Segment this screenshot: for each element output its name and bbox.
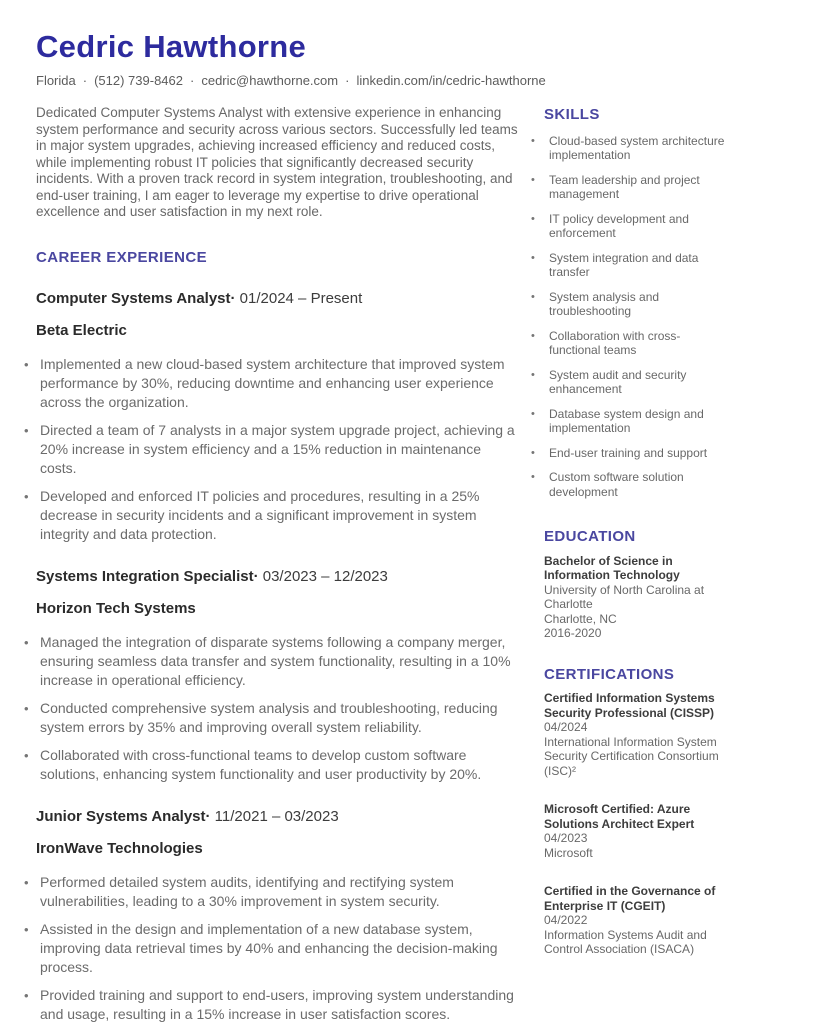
job-bullet: • Implemented a new cloud-based system architecture that improved system performance by 30%, reducing downtime and enhancing user experience across the organization. — [36, 355, 521, 412]
job-dates: 01/2024 – Present — [239, 290, 363, 308]
job-entry — [36, 290, 521, 544]
resume-columns — [36, 105, 728, 1024]
job-bullet: • Performed detailed system audits, identifying and rectifying system vulnerabilities, leading to a 30% improvement in system security. — [36, 873, 521, 911]
experience-list — [36, 290, 521, 1024]
job-bullet: • Managed the integration of disparate systems following a company merger, ensuring seamless data transfer and system functionality, resulting in a 10% increase in operational efficiency. — [36, 633, 521, 690]
skill-item: • Cloud-based system architecture implementation — [544, 134, 728, 163]
job-bullet: • Assisted in the design and implementation of a new database system, improving data retrieval times by 40% and enhancing the decision-making process. — [36, 920, 521, 977]
certification-name: Certified in the Governance of Enterprise IT (CGEIT) — [544, 884, 716, 913]
job-title: Junior Systems Analyst· — [36, 808, 211, 826]
job-dates: 03/2023 – 12/2023 — [262, 568, 388, 586]
skill-item: • System audit and security enhancement — [544, 368, 728, 397]
job-entry — [36, 808, 521, 1024]
certifications-section — [544, 667, 728, 957]
job-bullet: • Conducted comprehensive system analysis and troubleshooting, reducing system errors by 35% and improving overall system reliability. — [36, 699, 521, 737]
contact-separator: · — [82, 73, 88, 89]
education-location: Charlotte, NC — [544, 611, 617, 626]
certification-entry — [544, 884, 728, 957]
education-section — [544, 529, 728, 641]
job-bullet: • Directed a team of 7 analysts in a major system upgrade project, achieving a 20% increase in system efficiency and a 15% reduction in maintenance costs. — [36, 421, 521, 478]
certification-date: 04/2022 — [544, 913, 588, 928]
job-bullet: • Developed and enforced IT policies and procedures, resulting in a 25% decrease in security incidents and a significant improvement in system integrity and data protection. — [36, 487, 521, 544]
contact-separator: · — [190, 73, 195, 89]
certification-date: 04/2023 — [544, 831, 588, 846]
summary-paragraph: Dedicated Computer Systems Analyst with extensive experience in enhancing system performance and security across various sectors. Successfully led teams in major system upgrades, achieving increased efficiency and reduced costs, while implementing robust IT policies that significantly decreased security incidents. With a proven track record in system integration, troubleshooting, and end-user training, I am eager to leverage my expertise to drive operational excellence and user satisfaction in my next role. — [36, 105, 518, 220]
section-heading-education: EDUCATION — [544, 528, 636, 546]
job-bullet-list — [36, 873, 521, 1024]
education-years: 2016-2020 — [544, 626, 602, 641]
contact-item: (512) 739-8462 — [94, 73, 183, 89]
certification-name: Microsoft Certified: Azure Solutions Architect Expert — [544, 802, 695, 831]
sidebar-column — [544, 105, 728, 1024]
contact-item: linkedin.com/in/cedric-hawthorne — [356, 73, 546, 89]
certification-issuer: Microsoft — [544, 845, 593, 860]
certifications-list — [544, 691, 728, 957]
education-degree: Bachelor of Science in Information Technology — [544, 553, 680, 583]
contact-line — [36, 73, 728, 88]
main-column — [36, 105, 521, 1024]
job-title: Computer Systems Analyst· — [36, 290, 236, 308]
skill-item: • Collaboration with cross-functional teams — [544, 329, 728, 358]
certification-entry — [544, 802, 728, 860]
section-heading-career-experience: CAREER EXPERIENCE — [36, 248, 208, 266]
candidate-name: Cedric Hawthorne — [36, 29, 307, 64]
job-bullet-list — [36, 355, 521, 544]
company-name: Horizon Tech Systems — [36, 600, 196, 618]
skills-list — [544, 134, 728, 500]
job-dates: 11/2021 – 03/2023 — [214, 808, 339, 826]
contact-separator: · — [345, 73, 350, 89]
job-title-line — [36, 290, 521, 308]
job-entry — [36, 568, 521, 784]
skill-item: • End-user training and support — [544, 446, 728, 461]
skill-item: • Custom software solution development — [544, 470, 728, 499]
certification-issuer: Information Systems Audit and Control Association (ISACA) — [544, 927, 707, 957]
skill-item: • IT policy development and enforcement — [544, 212, 728, 241]
job-bullet: • Collaborated with cross-functional teams to develop custom software solutions, enhancing system functionality and user productivity by 20%. — [36, 746, 521, 784]
job-title: Systems Integration Specialist· — [36, 568, 259, 586]
section-heading-certifications: CERTIFICATIONS — [544, 665, 675, 683]
job-bullet: • Provided training and support to end-users, improving system understanding and usage, resulting in a 15% increase in user satisfaction scores. — [36, 986, 521, 1024]
skill-item: • System analysis and troubleshooting — [544, 290, 728, 319]
education-entry — [544, 554, 728, 641]
certification-date: 04/2024 — [544, 720, 588, 735]
job-title-line — [36, 568, 521, 586]
skill-item: • Team leadership and project management — [544, 173, 728, 202]
contact-item: cedric@hawthorne.com — [201, 73, 339, 89]
skills-section — [544, 107, 728, 499]
contact-item: Florida — [36, 73, 76, 89]
certification-entry — [544, 691, 728, 778]
company-name: Beta Electric — [36, 322, 127, 340]
resume-header — [36, 30, 728, 88]
certification-issuer: International Information System Security Certification Consortium (ISC)² — [544, 734, 719, 778]
skill-item: • System integration and data transfer — [544, 251, 728, 280]
skill-item: • Database system design and implementation — [544, 407, 728, 436]
company-name: IronWave Technologies — [36, 840, 203, 858]
education-school: University of North Carolina at Charlotte — [544, 582, 705, 612]
section-heading-skills: SKILLS — [544, 106, 600, 124]
certification-name: Certified Information Systems Security Professional (CISSP) — [544, 691, 715, 720]
job-title-line — [36, 808, 521, 826]
job-bullet-list — [36, 633, 521, 784]
